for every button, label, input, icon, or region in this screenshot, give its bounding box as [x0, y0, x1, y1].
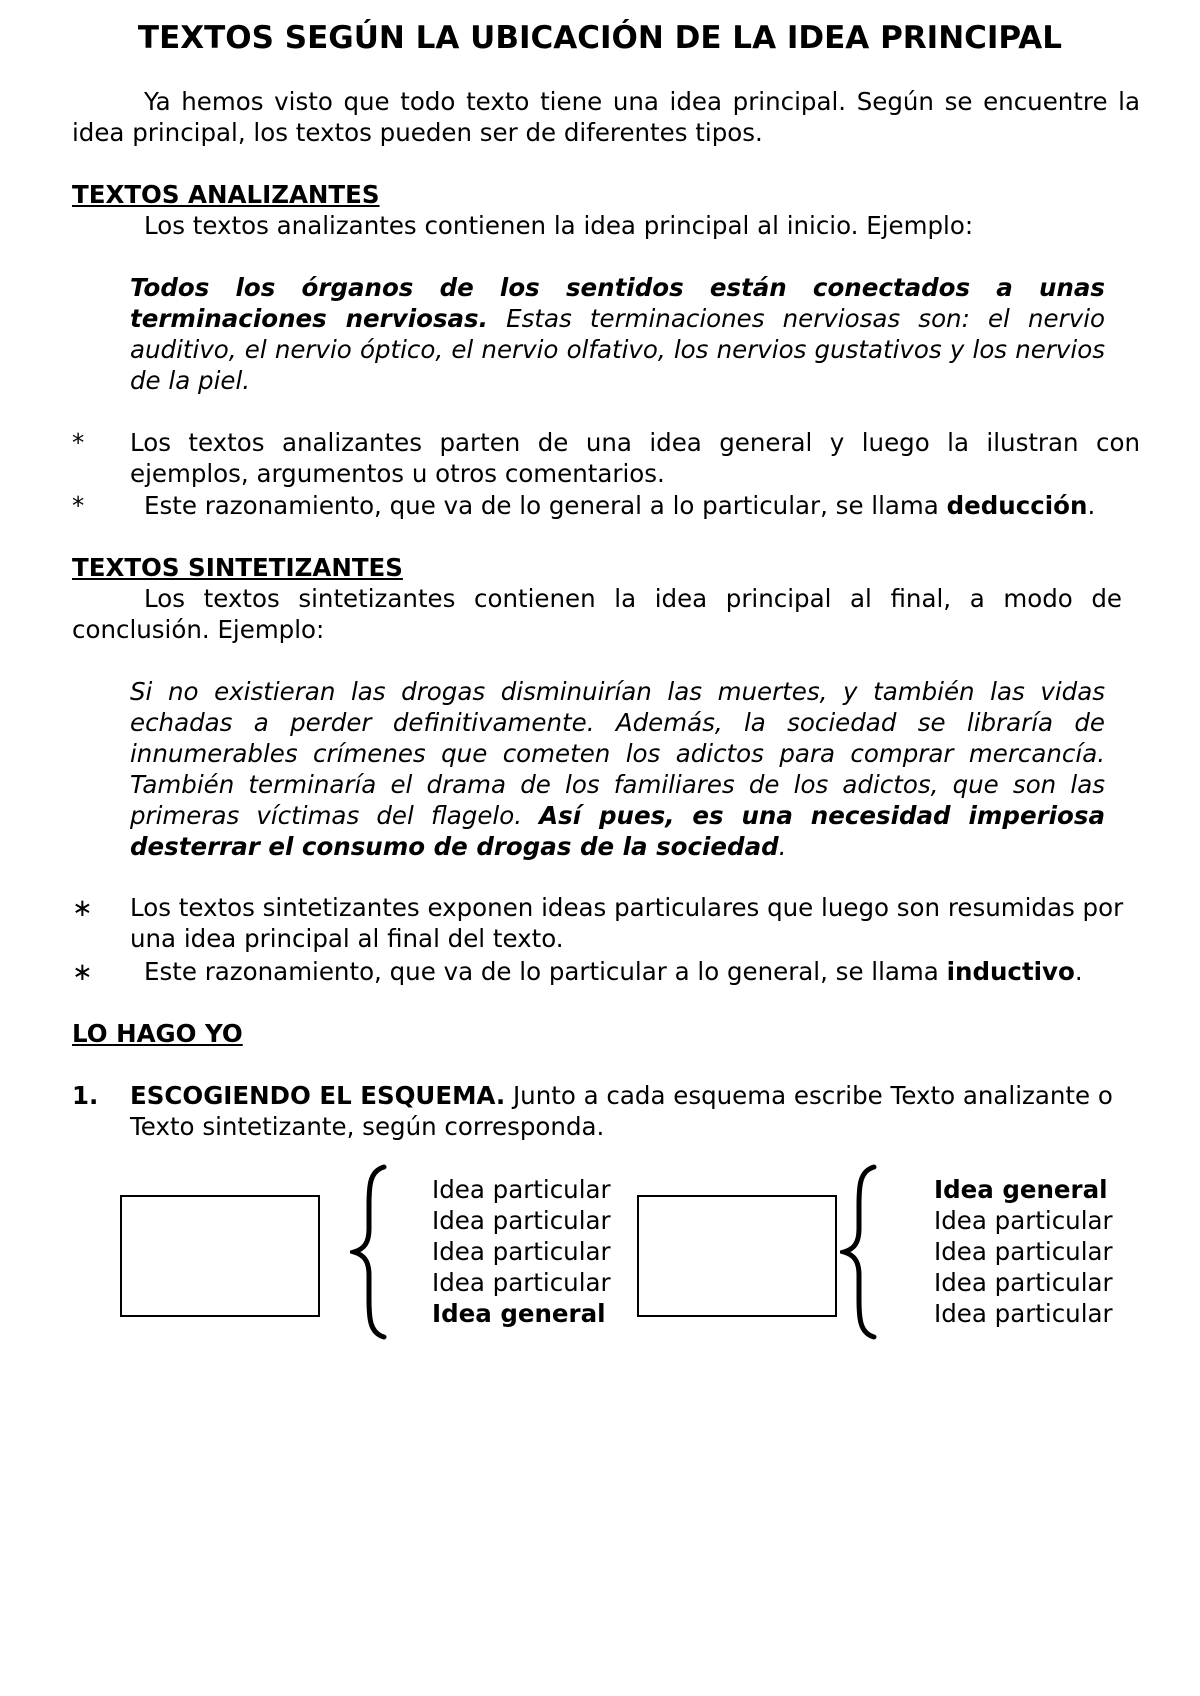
exercise-1	[72, 1080, 1140, 1142]
analizantes-example-main-idea: Todos los órganos de los sentidos están conectados a unas terminaciones nerviosas.	[130, 273, 1105, 333]
exercise-1-title: ESCOGIENDO EL ESQUEMA.	[130, 1081, 506, 1110]
scheme-2-idea: Idea particular	[934, 1299, 1113, 1328]
scheme-2-idea: Idea particular	[934, 1268, 1113, 1297]
term-deduccion: deducción	[946, 491, 1088, 520]
intro-paragraph	[72, 86, 1140, 148]
sintetizantes-description	[72, 583, 1122, 645]
asterisk-bullet-icon: *	[72, 491, 85, 520]
heading-lo-hago-yo: LO HAGO YO	[72, 1019, 243, 1048]
exercise-1-instruction	[130, 1080, 1140, 1142]
left-brace-icon	[350, 1163, 390, 1341]
sintetizantes-bullet-2-pre: Este razonamiento, que va de lo particular a lo general, se llama	[144, 957, 947, 986]
analizantes-example	[130, 272, 1105, 396]
heading-sintetizantes: TEXTOS SINTETIZANTES	[72, 553, 403, 582]
asterisk-bullet-icon: *	[72, 428, 85, 457]
analizantes-bullet-1	[72, 427, 1140, 489]
analizantes-example-rest: Estas terminaciones nerviosas son: el nervio auditivo, el nervio óptico, el nervio olfativo, los nervios gustativos y los nervios de la piel.	[130, 304, 1105, 395]
analizantes-description	[72, 210, 1140, 241]
sintetizantes-example-end: .	[778, 832, 787, 861]
sintetizantes-bullet-2	[72, 956, 1140, 987]
scheme-2-idea-list	[934, 1174, 1113, 1329]
scheme-1-idea-general: Idea general	[432, 1299, 606, 1328]
scheme-1-idea-list	[432, 1174, 611, 1329]
analizantes-bullet-1-text: Los textos analizantes parten de una idea general y luego la ilustran con ejemplos, argumentos u otros comentarios.	[130, 428, 1140, 488]
scheme-1-idea: Idea particular	[432, 1206, 611, 1235]
answer-box-scheme-2[interactable]	[637, 1195, 837, 1317]
scheme-2-idea: Idea particular	[934, 1237, 1113, 1266]
sintetizantes-example	[130, 676, 1105, 862]
analizantes-bullet-2-text	[144, 490, 1140, 521]
sintetizantes-example-rest: Si no existieran las drogas disminuirían las muertes, y también las vidas echadas a perder definitivamente. Además, la sociedad se libraría de innumerables crímenes que cometen los adictos para comprar mercancía. También terminaría el drama de los familiares de los adictos, que son las primeras víctimas del flagelo.	[130, 677, 1105, 830]
asterisk-bullet-icon: ∗	[72, 957, 93, 986]
heading-analizantes: TEXTOS ANALIZANTES	[72, 180, 380, 209]
scheme-2-idea-general: Idea general	[934, 1175, 1108, 1204]
term-inductivo: inductivo	[946, 957, 1075, 986]
scheme-1-idea: Idea particular	[432, 1175, 611, 1204]
intro-text: Ya hemos visto que todo texto tiene una idea principal. Según se encuentre la idea principal, los textos pueden ser de diferentes tipos.	[72, 87, 1140, 147]
sintetizantes-description-text: Los textos sintetizantes contienen la idea principal al final, a modo de conclusión. Ejemplo:	[72, 584, 1122, 644]
sintetizantes-bullet-2-text	[144, 956, 1140, 987]
answer-box-scheme-1[interactable]	[120, 1195, 320, 1317]
analizantes-bullet-2	[72, 490, 1140, 521]
sintetizantes-example-main-idea: Así pues, es una necesidad imperiosa desterrar el consumo de drogas de la sociedad	[130, 801, 1105, 861]
analizantes-bullet-2-post: .	[1087, 491, 1096, 520]
analizantes-bullet-2-pre: Este razonamiento, que va de lo general a lo particular, se llama	[144, 491, 947, 520]
exercise-1-text: Junto a cada esquema escribe Texto analizante o Texto sintetizante, según corresponda.	[130, 1081, 1113, 1141]
sintetizantes-bullet-2-post: .	[1074, 957, 1083, 986]
left-brace-icon	[840, 1163, 880, 1341]
sintetizantes-bullet-1	[72, 892, 1140, 954]
scheme-1-idea: Idea particular	[432, 1268, 611, 1297]
asterisk-bullet-icon: ∗	[72, 893, 93, 922]
exercise-number: 1.	[72, 1081, 99, 1110]
page-title: TEXTOS SEGÚN LA UBICACIÓN DE LA IDEA PRINCIPAL	[137, 20, 1063, 56]
scheme-2-idea: Idea particular	[934, 1206, 1113, 1235]
analizantes-description-text: Los textos analizantes contienen la idea principal al inicio. Ejemplo:	[144, 211, 974, 240]
scheme-1-idea: Idea particular	[432, 1237, 611, 1266]
sintetizantes-bullet-1-text: Los textos sintetizantes exponen ideas particulares que luego son resumidas por una idea principal al final del texto.	[130, 893, 1124, 953]
